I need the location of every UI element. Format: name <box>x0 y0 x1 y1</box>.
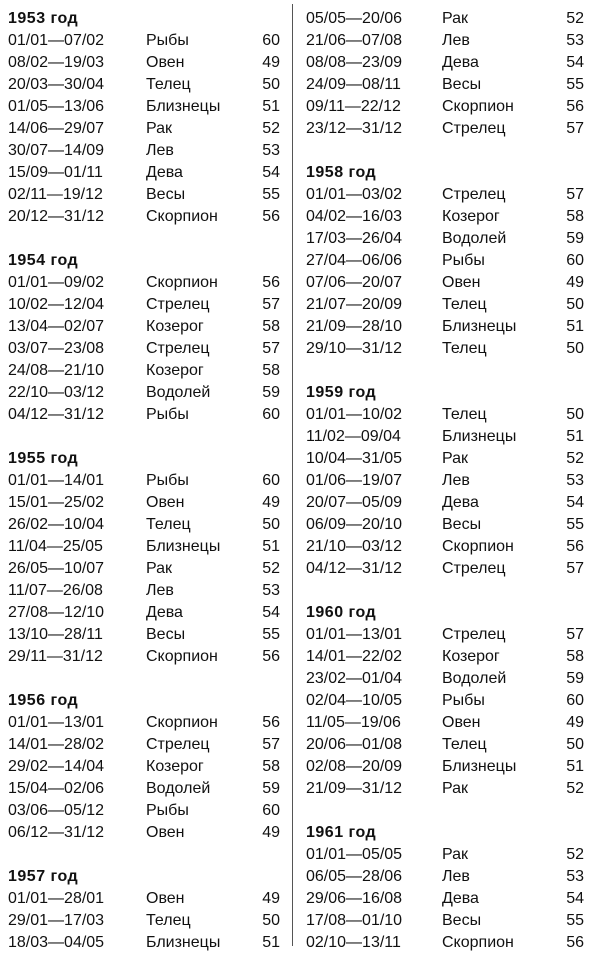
table-row <box>8 514 280 536</box>
date-range: 01/01—09/02 <box>8 274 105 291</box>
date-range: 21/09—31/12 <box>306 780 403 797</box>
date-range: 06/12—31/12 <box>8 824 105 841</box>
zodiac-sign: Близнецы <box>442 758 517 775</box>
year-heading: 1953 год <box>8 10 79 27</box>
date-range: 14/06—29/07 <box>8 120 105 137</box>
table-row <box>306 778 584 800</box>
date-range: 15/09—01/11 <box>8 164 103 181</box>
table-row <box>306 690 584 712</box>
table-row <box>8 294 280 316</box>
sign-number: 55 <box>566 516 584 533</box>
sign-number: 59 <box>262 384 280 401</box>
year-heading: 1960 год <box>306 604 377 621</box>
date-range: 21/10—03/12 <box>306 538 403 555</box>
date-range: 02/08—20/09 <box>306 758 403 775</box>
table-row <box>306 558 584 580</box>
sign-number: 58 <box>262 758 280 775</box>
sign-number: 60 <box>262 472 280 489</box>
table-row <box>8 712 280 734</box>
sign-number: 56 <box>262 208 280 225</box>
zodiac-sign: Весы <box>442 516 482 533</box>
zodiac-sign: Скорпион <box>146 208 218 225</box>
sign-number: 53 <box>262 582 280 599</box>
date-range: 18/03—04/05 <box>8 934 105 951</box>
table-row <box>306 426 584 448</box>
table-row <box>306 8 584 30</box>
zodiac-sign: Водолей <box>442 230 507 247</box>
table-row <box>306 294 584 316</box>
sign-number: 60 <box>262 802 280 819</box>
date-range: 14/01—28/02 <box>8 736 105 753</box>
date-range: 02/11—19/12 <box>8 186 103 203</box>
table-row <box>8 536 280 558</box>
table-row <box>8 602 280 624</box>
sign-number: 58 <box>566 648 584 665</box>
zodiac-sign: Близнецы <box>146 934 221 951</box>
zodiac-sign: Стрелец <box>146 340 210 357</box>
date-range: 07/06—20/07 <box>306 274 403 291</box>
date-range: 01/01—07/02 <box>8 32 105 49</box>
sign-number: 49 <box>262 890 280 907</box>
table-row <box>8 404 280 426</box>
sign-number: 56 <box>262 648 280 665</box>
date-range: 14/01—22/02 <box>306 648 403 665</box>
table-row <box>8 734 280 756</box>
zodiac-sign: Козерог <box>442 648 500 665</box>
table-row <box>8 932 280 954</box>
date-range: 17/08—01/10 <box>306 912 403 929</box>
date-range: 10/02—12/04 <box>8 296 105 313</box>
table-row <box>306 228 584 250</box>
sign-number: 60 <box>262 406 280 423</box>
date-range: 27/08—12/10 <box>8 604 105 621</box>
table-row <box>306 844 584 866</box>
zodiac-sign: Рыбы <box>146 472 189 489</box>
zodiac-sign: Скорпион <box>442 98 514 115</box>
table-row <box>306 74 584 96</box>
year-block <box>8 866 280 954</box>
sign-number: 57 <box>566 120 584 137</box>
sign-number: 50 <box>262 516 280 533</box>
table-row <box>8 52 280 74</box>
table-row <box>306 888 584 910</box>
date-range: 06/05—28/06 <box>306 868 403 885</box>
sign-number: 49 <box>262 54 280 71</box>
zodiac-sign: Овен <box>146 494 185 511</box>
date-range: 01/06—19/07 <box>306 472 403 489</box>
sign-number: 56 <box>566 538 584 555</box>
date-range: 20/03—30/04 <box>8 76 105 93</box>
sign-number: 52 <box>566 450 584 467</box>
zodiac-sign: Водолей <box>146 780 211 797</box>
table-row <box>8 316 280 338</box>
table-row <box>306 338 584 360</box>
date-range: 21/09—28/10 <box>306 318 403 335</box>
year-block <box>8 8 280 228</box>
table-row <box>306 184 584 206</box>
date-range: 01/01—14/01 <box>8 472 105 489</box>
date-range: 23/02—01/04 <box>306 670 403 687</box>
zodiac-sign: Стрелец <box>442 560 506 577</box>
date-range: 06/09—20/10 <box>306 516 403 533</box>
zodiac-sign: Водолей <box>146 384 211 401</box>
table-row <box>306 206 584 228</box>
zodiac-sign: Весы <box>146 186 186 203</box>
year-heading: 1954 год <box>8 252 79 269</box>
table-row <box>306 734 584 756</box>
table-row <box>8 272 280 294</box>
zodiac-sign: Рак <box>442 450 469 467</box>
table-row <box>8 470 280 492</box>
date-range: 02/04—10/05 <box>306 692 403 709</box>
table-row <box>306 470 584 492</box>
zodiac-sign: Стрелец <box>442 120 506 137</box>
zodiac-sign: Лев <box>146 582 174 599</box>
zodiac-sign: Дева <box>442 890 479 907</box>
date-range: 03/07—23/08 <box>8 340 105 357</box>
sign-number: 59 <box>566 230 584 247</box>
zodiac-sign: Близнецы <box>442 318 517 335</box>
zodiac-sign: Весы <box>442 912 482 929</box>
table-row <box>8 338 280 360</box>
sign-number: 56 <box>566 98 584 115</box>
sign-number: 56 <box>566 934 584 951</box>
year-block <box>306 822 584 954</box>
date-range: 21/06—07/08 <box>306 32 403 49</box>
zodiac-sign: Рак <box>146 560 173 577</box>
date-range: 27/04—06/06 <box>306 252 403 269</box>
sign-number: 51 <box>566 758 584 775</box>
year-block <box>306 382 584 580</box>
date-range: 10/04—31/05 <box>306 450 403 467</box>
table-row <box>306 932 584 954</box>
date-range: 03/06—05/12 <box>8 802 105 819</box>
sign-number: 52 <box>566 846 584 863</box>
table-row <box>8 118 280 140</box>
sign-number: 50 <box>262 912 280 929</box>
zodiac-sign: Дева <box>146 604 183 621</box>
zodiac-sign: Козерог <box>146 758 204 775</box>
table-row <box>8 778 280 800</box>
zodiac-sign: Близнецы <box>442 428 517 445</box>
zodiac-sign: Весы <box>442 76 482 93</box>
date-range: 26/05—10/07 <box>8 560 105 577</box>
sign-number: 55 <box>262 626 280 643</box>
date-range: 23/12—31/12 <box>306 120 403 137</box>
table-row <box>8 206 280 228</box>
sign-number: 51 <box>566 428 584 445</box>
sign-number: 56 <box>262 274 280 291</box>
zodiac-sign: Телец <box>146 912 191 929</box>
sign-number: 55 <box>566 76 584 93</box>
zodiac-sign: Козерог <box>442 208 500 225</box>
year-block <box>8 448 280 668</box>
zodiac-sign: Рыбы <box>146 406 189 423</box>
date-range: 01/01—13/01 <box>8 714 105 731</box>
date-range: 08/08—23/09 <box>306 54 403 71</box>
zodiac-sign: Рыбы <box>146 32 189 49</box>
table-row <box>8 382 280 404</box>
sign-number: 51 <box>262 538 280 555</box>
zodiac-sign: Козерог <box>146 362 204 379</box>
zodiac-sign: Лев <box>442 868 470 885</box>
sign-number: 50 <box>566 406 584 423</box>
zodiac-sign: Скорпион <box>146 648 218 665</box>
sign-number: 51 <box>262 934 280 951</box>
sign-number: 50 <box>566 340 584 357</box>
table-row <box>8 558 280 580</box>
table-row <box>8 360 280 382</box>
zodiac-sign: Близнецы <box>146 538 221 555</box>
date-range: 24/08—21/10 <box>8 362 105 379</box>
date-range: 01/01—13/01 <box>306 626 403 643</box>
zodiac-sign: Близнецы <box>146 98 221 115</box>
sign-number: 58 <box>262 318 280 335</box>
sign-number: 56 <box>262 714 280 731</box>
zodiac-sign: Рак <box>442 846 469 863</box>
sign-number: 53 <box>262 142 280 159</box>
date-range: 01/01—10/02 <box>306 406 403 423</box>
table-row <box>306 118 584 140</box>
zodiac-sign: Телец <box>442 340 487 357</box>
table-row <box>8 162 280 184</box>
sign-number: 57 <box>566 560 584 577</box>
sign-number: 54 <box>262 164 280 181</box>
table-row <box>306 492 584 514</box>
year-block <box>306 162 584 360</box>
table-row <box>8 492 280 514</box>
table-row <box>306 52 584 74</box>
table-row <box>8 800 280 822</box>
zodiac-sign: Овен <box>442 714 481 731</box>
date-range: 21/07—20/09 <box>306 296 403 313</box>
table-row <box>306 910 584 932</box>
sign-number: 60 <box>262 32 280 49</box>
date-range: 20/12—31/12 <box>8 208 105 225</box>
table-row <box>8 756 280 778</box>
zodiac-sign: Рыбы <box>442 252 485 269</box>
zodiac-sign: Дева <box>146 164 183 181</box>
date-range: 01/01—03/02 <box>306 186 403 203</box>
table-row <box>306 756 584 778</box>
date-range: 15/01—25/02 <box>8 494 105 511</box>
sign-number: 57 <box>566 626 584 643</box>
date-range: 29/10—31/12 <box>306 340 403 357</box>
date-range: 08/02—19/03 <box>8 54 105 71</box>
year-heading: 1955 год <box>8 450 79 467</box>
sign-number: 49 <box>566 274 584 291</box>
sign-number: 50 <box>566 296 584 313</box>
sign-number: 57 <box>262 296 280 313</box>
sign-number: 60 <box>566 252 584 269</box>
table-row <box>8 624 280 646</box>
date-range: 04/12—31/12 <box>8 406 105 423</box>
table-row <box>306 712 584 734</box>
date-range: 20/06—01/08 <box>306 736 403 753</box>
sign-number: 53 <box>566 472 584 489</box>
zodiac-sign: Овен <box>146 890 185 907</box>
date-range: 11/05—19/06 <box>306 714 401 731</box>
date-range: 11/07—26/08 <box>8 582 103 599</box>
table-row <box>306 668 584 690</box>
table-row <box>8 822 280 844</box>
zodiac-sign: Скорпион <box>146 274 218 291</box>
date-range: 04/12—31/12 <box>306 560 403 577</box>
table-row <box>306 514 584 536</box>
table-row <box>306 272 584 294</box>
date-range: 30/07—14/09 <box>8 142 105 159</box>
zodiac-sign: Рыбы <box>146 802 189 819</box>
date-range: 22/10—03/12 <box>8 384 105 401</box>
sign-number: 49 <box>262 824 280 841</box>
date-range: 04/02—16/03 <box>306 208 403 225</box>
zodiac-sign: Телец <box>146 76 191 93</box>
sign-number: 54 <box>566 890 584 907</box>
table-row <box>306 404 584 426</box>
table-row <box>8 184 280 206</box>
zodiac-sign: Овен <box>146 824 185 841</box>
zodiac-sign: Весы <box>146 626 186 643</box>
sign-number: 49 <box>566 714 584 731</box>
date-range: 11/02—09/04 <box>306 428 401 445</box>
year-heading: 1958 год <box>306 164 377 181</box>
sign-number: 58 <box>566 208 584 225</box>
zodiac-sign: Рак <box>442 10 469 27</box>
table-row <box>8 910 280 932</box>
zodiac-sign: Дева <box>442 54 479 71</box>
sign-number: 52 <box>566 780 584 797</box>
zodiac-sign: Стрелец <box>146 296 210 313</box>
zodiac-sign: Водолей <box>442 670 507 687</box>
table-row <box>306 866 584 888</box>
date-range: 13/10—28/11 <box>8 626 103 643</box>
sign-number: 55 <box>566 912 584 929</box>
table-row <box>306 316 584 338</box>
zodiac-sign: Козерог <box>146 318 204 335</box>
date-range: 29/06—16/08 <box>306 890 403 907</box>
year-heading: 1957 год <box>8 868 79 885</box>
year-heading: 1959 год <box>306 384 377 401</box>
sign-number: 53 <box>566 32 584 49</box>
date-range: 01/05—13/06 <box>8 98 105 115</box>
zodiac-sign: Лев <box>442 32 470 49</box>
left-column <box>8 8 280 976</box>
zodiac-sign: Стрелец <box>442 626 506 643</box>
date-range: 26/02—10/04 <box>8 516 105 533</box>
date-range: 02/10—13/11 <box>306 934 401 951</box>
date-range: 13/04—02/07 <box>8 318 105 335</box>
year-block <box>8 690 280 844</box>
table-row <box>306 646 584 668</box>
zodiac-sign: Телец <box>442 406 487 423</box>
table-row <box>306 96 584 118</box>
date-range: 29/01—17/03 <box>8 912 105 929</box>
right-column <box>306 8 584 976</box>
zodiac-sign: Стрелец <box>146 736 210 753</box>
sign-number: 52 <box>262 560 280 577</box>
date-range: 09/11—22/12 <box>306 98 401 115</box>
zodiac-sign: Рыбы <box>442 692 485 709</box>
date-range: 11/04—25/05 <box>8 538 103 555</box>
table-row <box>306 624 584 646</box>
sign-number: 55 <box>262 186 280 203</box>
year-heading: 1956 год <box>8 692 79 709</box>
table-row <box>8 580 280 602</box>
zodiac-sign: Овен <box>146 54 185 71</box>
zodiac-sign: Телец <box>442 736 487 753</box>
sign-number: 57 <box>262 340 280 357</box>
sign-number: 60 <box>566 692 584 709</box>
table-row <box>8 30 280 52</box>
year-block <box>306 602 584 800</box>
table-row <box>306 250 584 272</box>
sign-number: 54 <box>566 54 584 71</box>
sign-number: 51 <box>566 318 584 335</box>
zodiac-sign: Стрелец <box>442 186 506 203</box>
date-range: 29/02—14/04 <box>8 758 105 775</box>
zodiac-sign: Скорпион <box>442 934 514 951</box>
table-row <box>306 536 584 558</box>
date-range: 01/01—05/05 <box>306 846 403 863</box>
zodiac-sign: Скорпион <box>146 714 218 731</box>
sign-number: 58 <box>262 362 280 379</box>
date-range: 29/11—31/12 <box>8 648 103 665</box>
sign-number: 59 <box>566 670 584 687</box>
sign-number: 54 <box>262 604 280 621</box>
sign-number: 59 <box>262 780 280 797</box>
zodiac-sign: Лев <box>146 142 174 159</box>
table-row <box>8 140 280 162</box>
date-range: 05/05—20/06 <box>306 10 403 27</box>
zodiac-sign: Овен <box>442 274 481 291</box>
table-row <box>8 888 280 910</box>
sign-number: 57 <box>262 736 280 753</box>
table-row <box>8 74 280 96</box>
year-heading: 1961 год <box>306 824 377 841</box>
date-range: 15/04—02/06 <box>8 780 105 797</box>
sign-number: 51 <box>262 98 280 115</box>
zodiac-sign: Рак <box>442 780 469 797</box>
sign-number: 57 <box>566 186 584 203</box>
date-range: 01/01—28/01 <box>8 890 105 907</box>
sign-number: 50 <box>566 736 584 753</box>
sign-number: 54 <box>566 494 584 511</box>
date-range: 20/07—05/09 <box>306 494 403 511</box>
zodiac-sign: Телец <box>146 516 191 533</box>
sign-number: 49 <box>262 494 280 511</box>
year-block <box>306 8 584 140</box>
date-range: 17/03—26/04 <box>306 230 403 247</box>
sign-number: 52 <box>262 120 280 137</box>
column-divider <box>292 4 293 946</box>
zodiac-sign: Дева <box>442 494 479 511</box>
zodiac-sign: Телец <box>442 296 487 313</box>
zodiac-sign: Скорпион <box>442 538 514 555</box>
table-row <box>306 448 584 470</box>
zodiac-sign: Лев <box>442 472 470 489</box>
date-range: 24/09—08/11 <box>306 76 401 93</box>
table-row <box>8 646 280 668</box>
year-block <box>8 250 280 426</box>
sign-number: 53 <box>566 868 584 885</box>
table-row <box>306 30 584 52</box>
sign-number: 52 <box>566 10 584 27</box>
table-row <box>8 96 280 118</box>
sign-number: 50 <box>262 76 280 93</box>
zodiac-sign: Рак <box>146 120 173 137</box>
